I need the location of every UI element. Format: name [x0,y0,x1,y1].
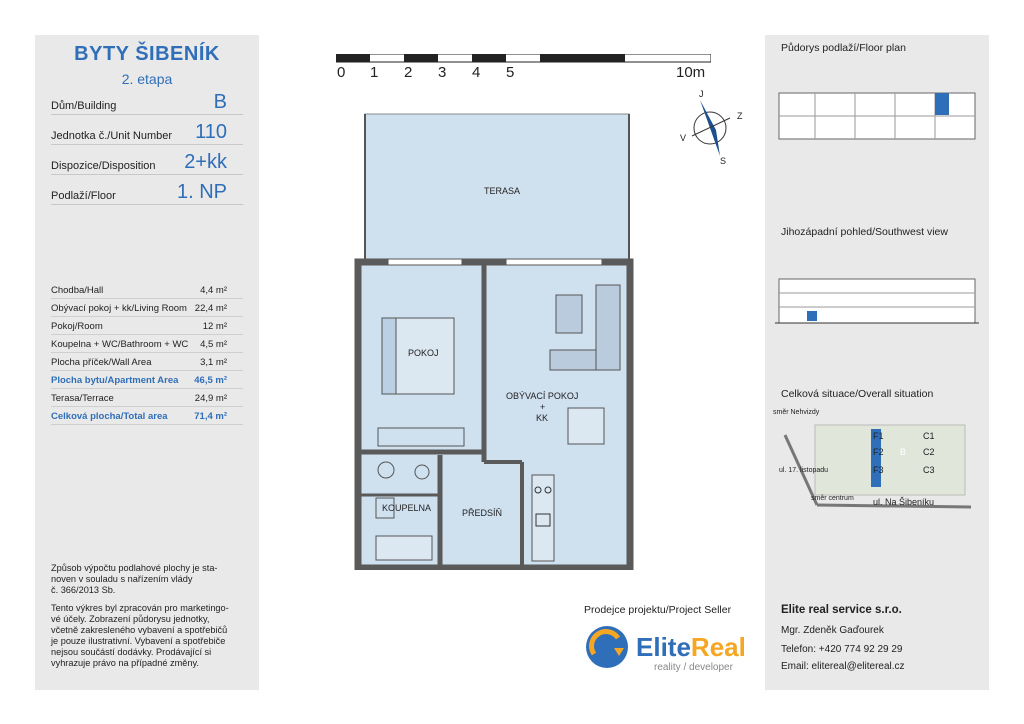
note-line: Tento výkres byl zpracován pro marketingo- [51,603,229,613]
map-label-c1: C1 [923,431,935,441]
map-label-dir1: směr Nehvizdy [773,409,820,416]
elitereal-logo-icon [584,624,630,670]
area-value: 4,4 m² [200,285,227,296]
area-row-apartment-total [51,371,243,389]
company-name: Elite real service s.r.o. [781,604,902,616]
area-label: Chodba/Hall [51,285,104,296]
map-label-dir2: směr centrum [811,495,854,502]
room-label-kitchen: KK [536,413,549,423]
company-phone: Telefon: +420 774 92 29 29 [781,644,903,655]
unit-info-value: 110 [195,121,227,143]
note-line: je pouze ilustrativní. Vybavení a spotřebiče [51,636,226,646]
unit-info-number [51,117,243,145]
seller-label: Prodejce projektu/Project Seller [584,604,732,616]
scale-label: 1 [370,64,379,81]
area-row-grand-total [51,407,243,425]
company-person: Mgr. Zdeněk Gaďourek [781,625,884,636]
area-row [51,335,243,353]
note-line: nejsou součástí dodávky. Prodávající si [51,647,212,657]
scale-label: 0 [337,64,346,81]
compass-icon [676,90,746,168]
floor-plan [350,110,640,570]
floor-plan-title: Půdorys podlaží/Floor plan [781,42,906,54]
unit-info-value: 2+kk [184,151,227,173]
project-title: BYTY ŠIBENÍK [74,43,220,65]
area-row [51,299,243,317]
map-label-f2: F2 [873,447,884,457]
map-label-f3: F3 [873,465,884,475]
info-panel [35,35,259,690]
disclaimer-note [51,603,251,669]
room-label-bathroom: KOUPELNA [382,503,432,513]
calc-note [51,563,251,596]
situation-title: Celková situace/Overall situation [781,388,934,400]
room-label-terrace: TERASA [484,186,521,196]
note-line: vyhrazuje právo na případné změny. [51,658,199,668]
scale-label: 3 [438,64,447,81]
map-label-b: B [900,447,907,457]
area-row [51,389,243,407]
map-label-c2: C2 [923,447,935,457]
brand-name [636,632,746,663]
compass-s: S [720,156,727,166]
map-label-f1: F1 [873,431,884,441]
brand-tagline: reality / developer [654,662,733,673]
area-label: Plocha bytu/Apartment Area [51,375,179,386]
room-label-bedroom: POKOJ [408,348,439,358]
area-row [51,281,243,299]
note-line: noven v souladu s nařízením vlády [51,574,193,584]
unit-info-label: Jednotka č./Unit Number [51,130,173,142]
unit-info-value: 1. NP [176,181,227,203]
area-label: Terasa/Terrace [51,393,114,404]
southwest-view-thumbnail [775,271,979,331]
note-line: č. 366/2013 Sb. [51,585,116,595]
area-value: 12 m² [202,321,227,332]
unit-info-label: Dům/Building [51,100,117,112]
area-label: Koupelna + WC/Bathroom + WC [51,339,189,350]
unit-info-label: Dispozice/Disposition [51,160,156,172]
brand-a: Elite [636,632,691,662]
area-value: 3,1 m² [200,357,227,368]
southwest-view-title: Jihozápadní pohled/Southwest view [781,226,948,238]
overview-panel [765,35,989,690]
scale-label: 5 [506,64,515,81]
scale-label: 10m [676,64,706,81]
scale-label: 2 [404,64,413,81]
area-label: Plocha příček/Wall Area [51,357,152,368]
unit-info-building [51,87,243,115]
scale-label: 4 [472,64,481,81]
map-label-street2: ul. 17. listopadu [779,467,829,474]
compass-w: V [680,133,687,143]
area-row [51,317,243,335]
area-label: Obývací pokoj + kk/Living Room [51,303,187,314]
area-value: 24,9 m² [194,393,227,404]
unit-info-floor [51,177,243,205]
area-label: Celková plocha/Total area [51,411,168,422]
note-line: včetně zakresleného vybavení a spotřebičů [51,625,228,635]
company-email: Email: elitereal@elitereal.cz [781,661,905,672]
map-label-street1: ul. Na Šibeníku [873,497,935,507]
area-value: 46,5 m² [194,375,227,386]
room-label-living: OBÝVACÍ POKOJ [506,391,579,401]
room-label-hall: PŘEDSÍŇ [462,508,503,518]
compass-n: J [699,89,704,99]
unit-info-label: Podlaží/Floor [51,190,116,202]
floor-plan-thumbnail [775,89,979,145]
room-label-living-plus: + [540,402,546,412]
project-stage: 2. etapa [121,71,173,87]
area-value: 71,4 m² [194,411,227,422]
compass-e: Z [737,111,743,121]
unit-info-value: B [213,91,227,113]
area-label: Pokoj/Room [51,321,103,332]
brand-b: Real [690,632,746,662]
note-line: Způsob výpočtu podlahové plochy je sta- [51,563,218,573]
note-line: vé účely. Zobrazení půdorysu jednotky, [51,614,210,624]
area-value: 22,4 m² [194,303,227,314]
area-row [51,353,243,371]
area-value: 4,5 m² [200,339,227,350]
scale-bar [336,54,711,64]
unit-info-disposition [51,147,243,175]
map-label-c3: C3 [923,465,935,475]
